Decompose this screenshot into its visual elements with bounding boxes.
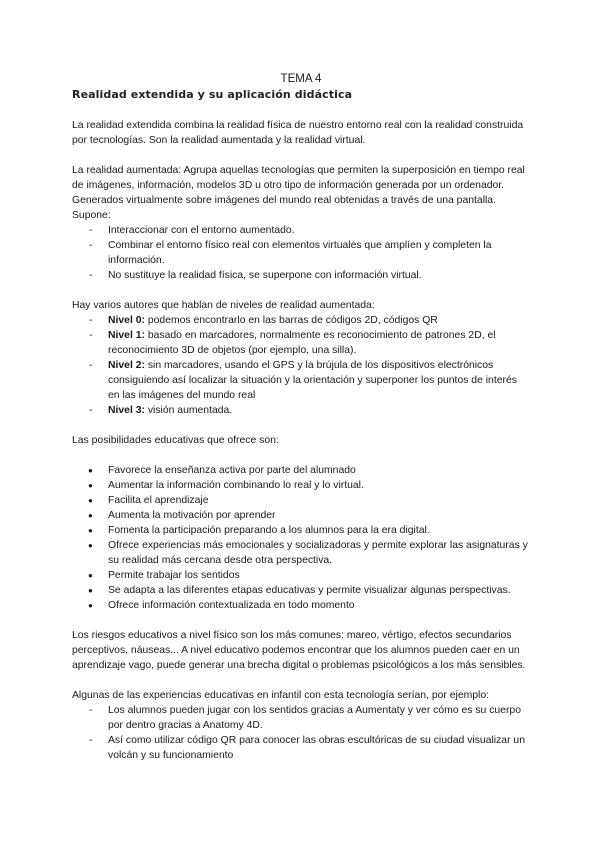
document-page — [72, 72, 530, 763]
level-text: visión aumentada. — [144, 405, 233, 416]
list-item: - No sustituye la realidad física, se superpone con información virtual. — [72, 268, 530, 283]
list-item: ● Aumenta la motivación por aprender — [72, 508, 530, 523]
level-label: Nivel 3: — [108, 405, 145, 416]
list-item — [72, 358, 530, 403]
list-item — [72, 403, 530, 418]
levels-section — [72, 298, 530, 418]
list-item: ● Facilita el aprendizaje — [72, 493, 530, 508]
levels-intro: Hay varios autores que hablan de niveles de realidad aumentada: — [72, 300, 375, 311]
experiences-list — [72, 703, 530, 763]
level-text: podemos encontrarlo en las barras de códigos 2D, códigos QR — [144, 315, 438, 326]
list-item — [72, 313, 530, 328]
possibilities-section — [72, 433, 530, 613]
possibilities-intro: Las posibilidades educativas que ofrece son: — [72, 435, 279, 446]
list-item: ● Ofrece información contextualizada en todo momento — [72, 598, 530, 613]
list-item: - Combinar el entorno físico real con elementos virtuales que amplíen y completen la información. — [72, 238, 530, 268]
experiences-section — [72, 688, 530, 763]
level-text: basado en marcadores, normalmente es reconocimiento de patrones 2D, el reconocimiento 3D de objetos (por ejemplo, una silla). — [108, 330, 496, 356]
levels-list — [72, 313, 530, 418]
level-label: Nivel 1: — [108, 330, 145, 341]
level-label: Nivel 0: — [108, 315, 145, 326]
level-text: sin marcadores, usando el GPS y la brújula de los dispositivos electrónicos consiguiendo así localizar la situación y la orientación y superponer los puntos de interés en las imágenes del mundo real — [108, 360, 517, 401]
list-item: - Así como utilizar código QR para conocer las obras escultóricas de su ciudad visualizar un volcán y su funcionamiento — [72, 733, 530, 763]
possibilities-list — [72, 463, 530, 613]
list-item: - Interaccionar con el entorno aumentado. — [72, 223, 530, 238]
document-title: TEMA 4 — [280, 73, 322, 85]
intro-paragraph: La realidad extendida combina la realidad física de nuestro entorno real con la realidad construida por tecnologías. Son la realidad aumentada y la realidad virtual. — [72, 120, 524, 146]
experiences-intro: Algunas de las experiencias educativas en infantil con esta tecnología serían, por ejemplo: — [72, 690, 490, 701]
list-item: ● Permite trabajar los sentidos — [72, 568, 530, 583]
list-item: ● Se adapta a las diferentes etapas educativas y permite visualizar algunas perspectivas. — [72, 583, 530, 598]
ar-list — [72, 223, 530, 283]
list-item: - Los alumnos pueden jugar con los sentidos gracias a Aumentaty y ver cómo es su cuerpo por dentro gracias a Anatomy 4D. — [72, 703, 530, 733]
ar-paragraph: La realidad aumentada: Agrupa aquellas tecnologías que permiten la superposición en tiempo real de imágenes, información, modelos 3D u otro tipo de información generada por un ordenador. Generados virtualmente sobre imágenes del mundo real obtenidas a través de una pantalla. Supone: — [72, 165, 525, 221]
ar-section — [72, 163, 530, 283]
risks-paragraph: Los riesgos educativos a nivel físico son los más comunes: mareo, vértigo, efectos secundarios perceptivos, náuseas... A nivel educativo podemos encontrar que los alumnos pueden caer en un aprendizaje vago, puede generar una brecha digital o problemas psicológicos a los más sensibles. — [72, 630, 526, 671]
document-subtitle: Realidad extendida y su aplicación didáctica — [72, 88, 353, 101]
list-item — [72, 328, 530, 358]
level-label: Nivel 2: — [108, 360, 145, 371]
list-item: ● Favorece la enseñanza activa por parte del alumnado — [72, 463, 530, 478]
list-item: ● Aumentar la información combinando lo real y lo virtual. — [72, 478, 530, 493]
list-item: ● Fomenta la participación preparando a los alumnos para la era digital. — [72, 523, 530, 538]
list-item: ● Ofrece experiencias más emocionales y socializadoras y permite explorar las asignaturas y su realidad más cercana desde otra perspectiva. — [72, 538, 530, 568]
